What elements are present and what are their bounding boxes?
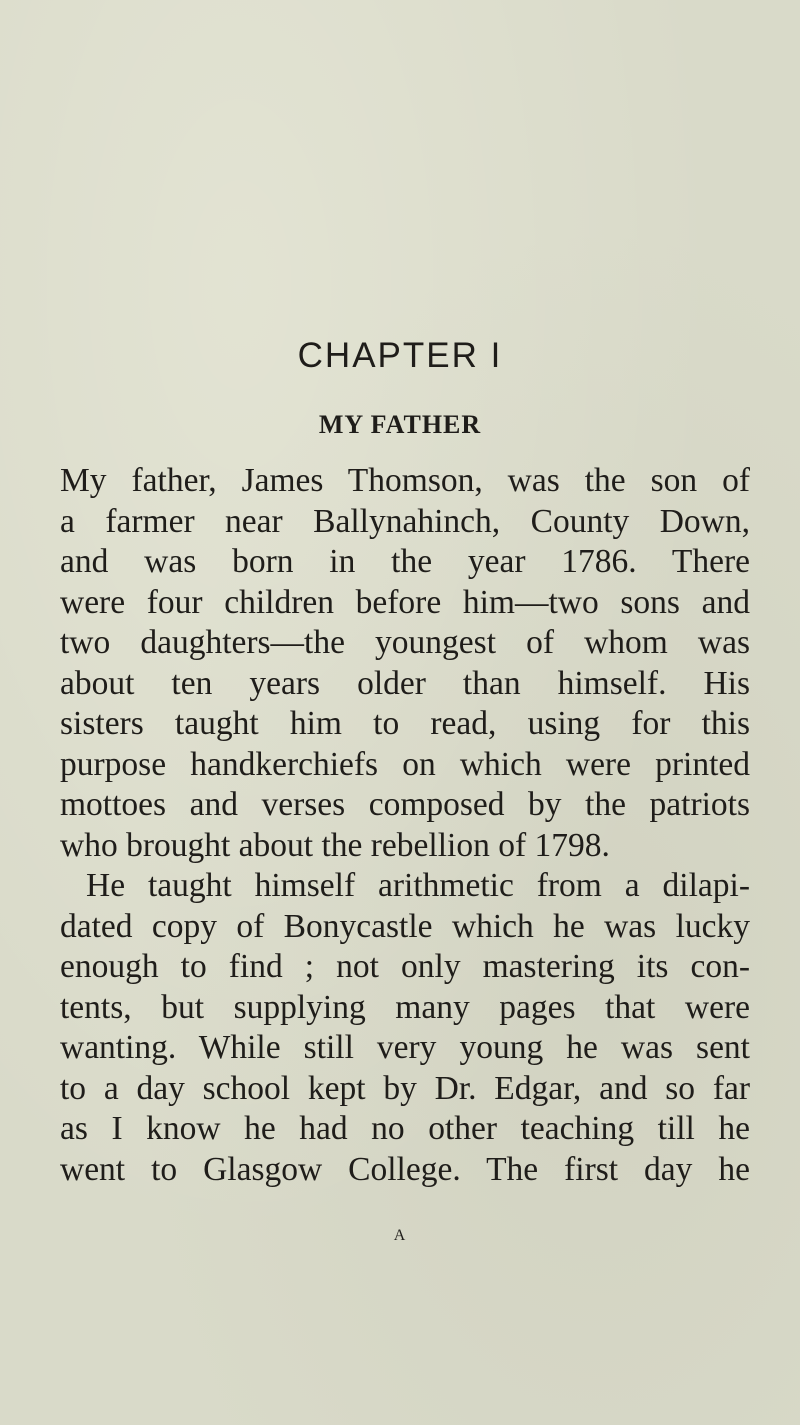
text-line: who brought about the rebellion of 1798. [60, 826, 610, 864]
text-line: as I know he had no other teaching till he [60, 1110, 750, 1147]
text-line: went to Glasgow College. The first day he [60, 1150, 750, 1188]
text-line: sisters taught him to read, using for this [60, 705, 750, 742]
text-line: dated copy of Bonycastle which he was lucky [60, 907, 750, 945]
signature-mark: A [393, 1227, 407, 1244]
text-line: two daughters—the youngest of whom was [60, 624, 750, 661]
text-line: a farmer near Ballynahinch, County Down, [60, 502, 750, 540]
body-text [60, 461, 750, 1190]
text-line: My father, James Thomson, was the son of [60, 462, 750, 499]
text-line: to a day school kept by Dr. Edgar, and so far [60, 1069, 750, 1107]
text-line: wanting. While still very young he was sent [60, 1029, 750, 1066]
text-line: were four children before him—two sons and [60, 583, 750, 621]
text-line: tents, but supplying many pages that were [60, 988, 750, 1026]
text-line: mottoes and verses composed by the patriots [60, 786, 750, 823]
text-line: and was born in the year 1786. There [60, 543, 750, 580]
paragraph-1 [60, 461, 750, 866]
text-line: purpose handkerchiefs on which were printed [60, 745, 750, 783]
chapter-heading: CHAPTER I [297, 336, 503, 375]
text-line: enough to find ; not only mastering its con- [60, 948, 750, 985]
text-line: He taught himself arithmetic from a dilapi- [86, 867, 750, 904]
paragraph-2 [60, 866, 750, 1190]
chapter-title: MY FATHER [318, 410, 482, 439]
text-line: about ten years older than himself. His [60, 664, 750, 702]
